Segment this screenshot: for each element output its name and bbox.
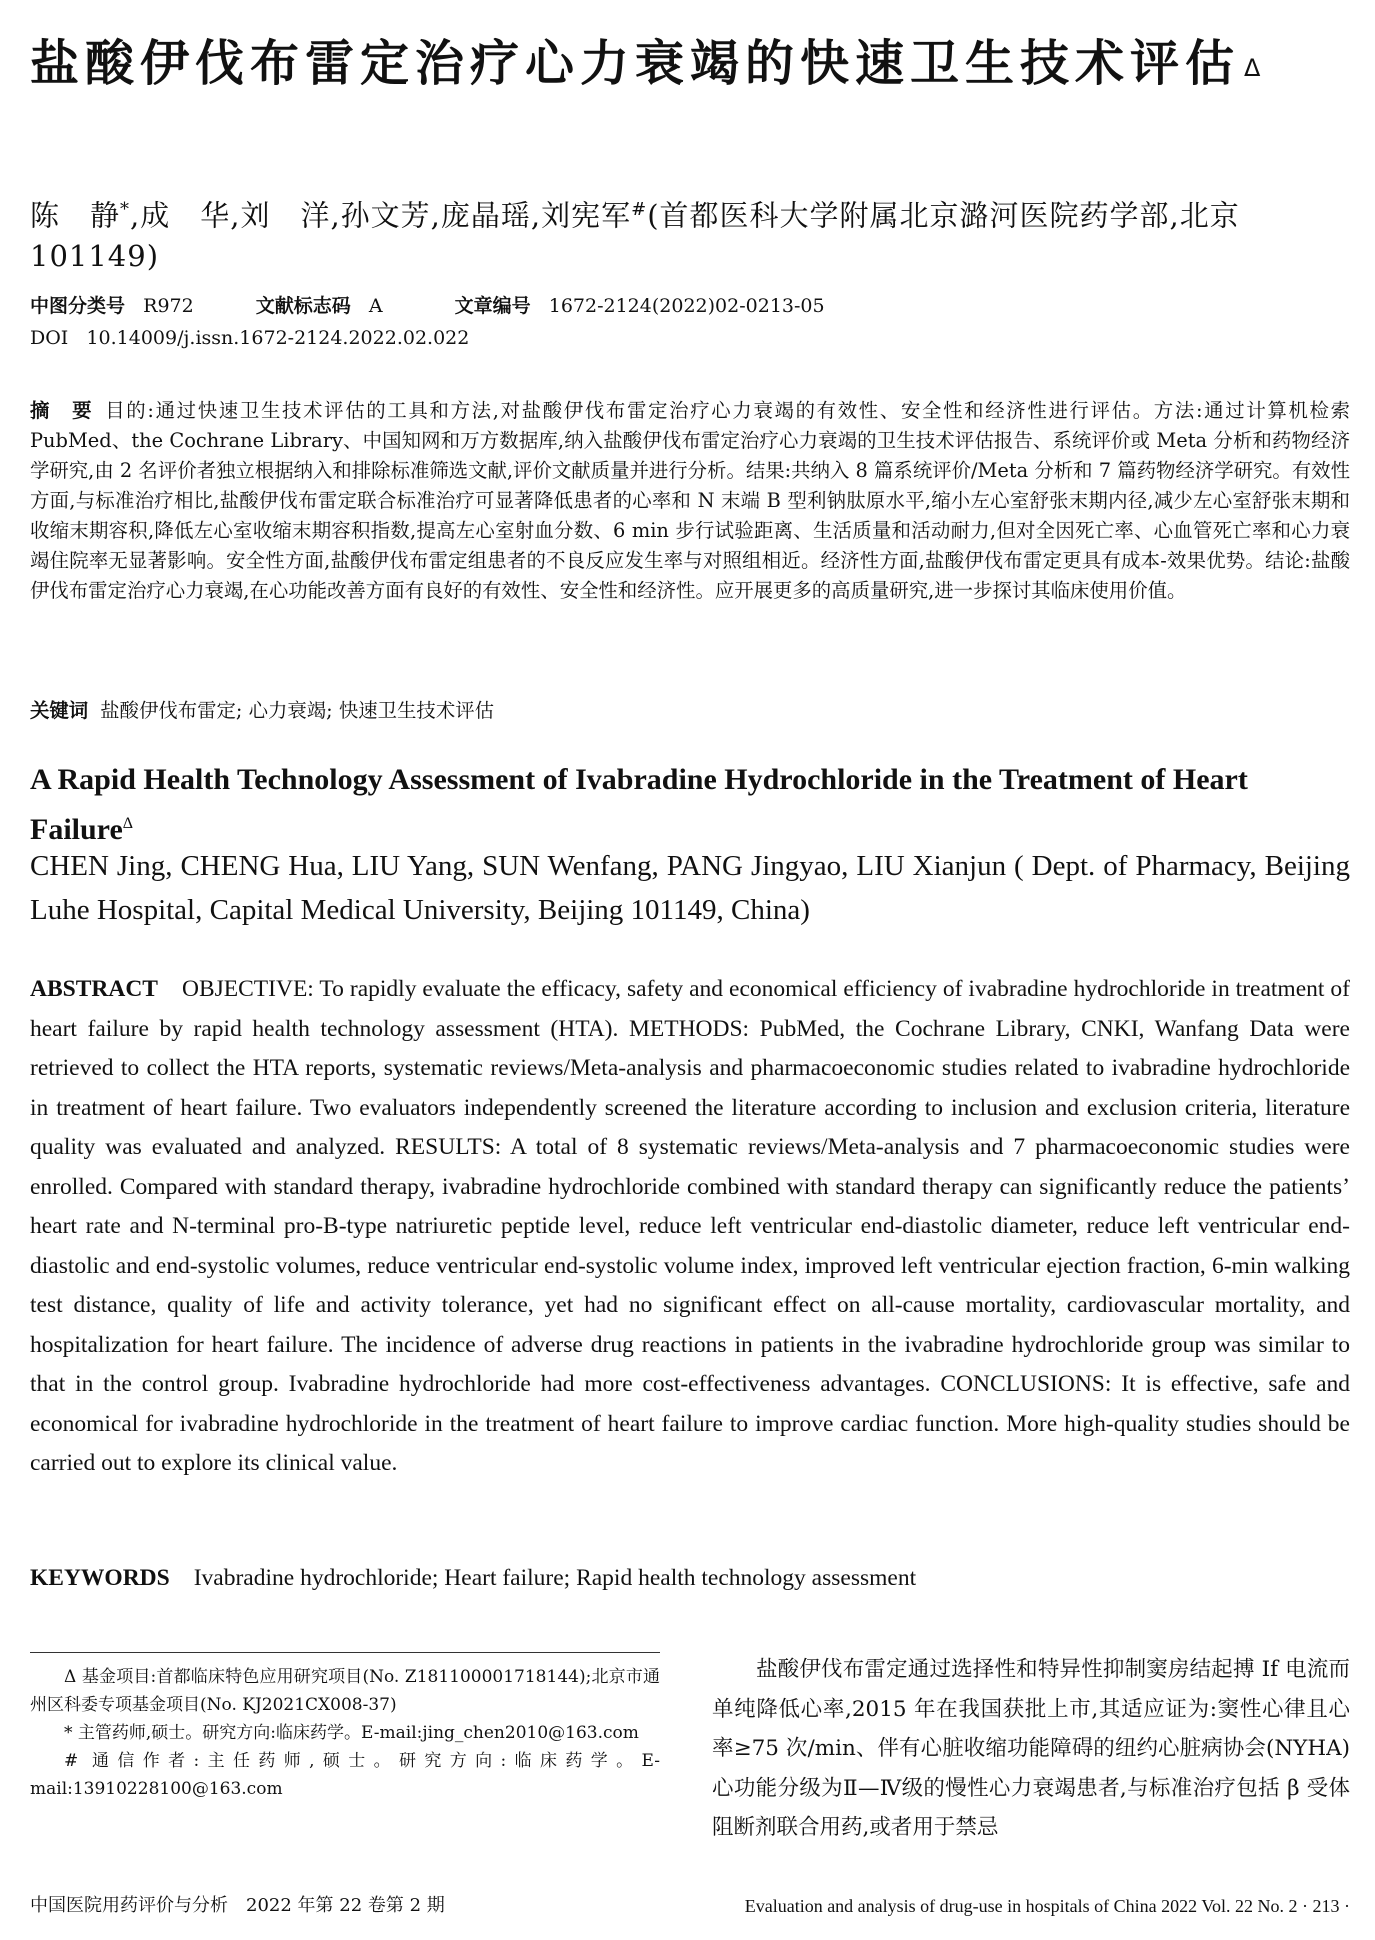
- doi-label: DOI: [30, 327, 69, 349]
- paper-title-cn: [30, 28, 1350, 100]
- keywords-cn-text: 盐酸伊伐布雷定; 心力衰竭; 快速卫生技术评估: [100, 699, 494, 722]
- doc-code-value: A: [368, 295, 383, 317]
- doc-code-label: 文献标志码: [255, 295, 351, 317]
- footnotes: [30, 1663, 660, 1803]
- footnote-first-author: * 主管药师,硕士。研究方向:临床药学。E-mail:jing_chen2010@163.com: [64, 1723, 639, 1743]
- abstract-en-text: OBJECTIVE: To rapidly evaluate the efficacy, safety and economical efficiency of ivabradine hydrochloride in treatment of heart failure by rapid health technology assessment (HTA). METHODS: PubMed, the Cochrane Library, CNKI, Wanfang Data were retrieved to collect the HTA reports, systematic reviews/Meta-analysis and pharmacoeconomic studies related to ivabradine hydrochloride in treatment of heart failure. Two evaluators independently screened the literature according to inclusion and exclusion criteria, literature quality was evaluated and analyzed. RESULTS: A total of 8 systematic reviews/Meta-analysis and 7 pharmacoeconomic studies were enrolled. Compared with standard therapy, ivabradine hydrochloride combined with standard therapy can significantly reduce the patients’ heart rate and N-terminal pro-B-type natriuretic peptide level, reduce left ventricular end-diastolic diameter, reduce left ventricular end-diastolic and end-systolic volumes, reduce ventricular end-systolic volume index, improved left ventricular ejection fraction, 6-min walking test distance, quality of life and activity tolerance, yet had no significant effect on all-cause mortality, cardiovascular mortality, and hospitalization for heart failure. The incidence of adverse drug reactions in patients in the ivabradine hydrochloride group was similar to that in the control group. Ivabradine hydrochloride had more cost-effectiveness advantages. CONCLUSIONS: It is effective, safe and economical for ivabradine hydrochloride in the treatment of heart failure to improve cardiac function. More high-quality studies should be carried out to explore its clinical value.: [30, 976, 1350, 1476]
- doi-value[interactable]: 10.14009/j.issn.1672-2124.2022.02.022: [86, 327, 470, 349]
- keywords-cn-label: 关键词: [30, 699, 89, 722]
- author-rest: ,成 华,刘 洋,孙文芳,庞晶瑶,刘宪军: [130, 198, 632, 233]
- keywords-en: [30, 1560, 1350, 1596]
- clc-value: R972: [143, 295, 194, 317]
- article-no-label: 文章编号: [454, 295, 531, 317]
- author-mark-hash: #: [631, 199, 648, 220]
- paper-title-cn-text: 盐酸伊伐布雷定治疗心力衰竭的快速卫生技术评估: [30, 35, 1241, 92]
- journal-footer-en: Evaluation and analysis of drug-use in hospitals of China 2022 Vol. 22 No. 2 · 213 ·: [744, 1896, 1350, 1916]
- journal-footer-cn: 中国医院用药评价与分析 2022 年第 22 卷第 2 期: [30, 1895, 445, 1916]
- funding-mark-en: Δ: [122, 815, 134, 832]
- paper-title-en: [30, 758, 1350, 852]
- footnote-funding: Δ 基金项目:首都临床特色应用研究项目(No. Z181100001718144);北京市通州区科委专项基金项目(No. KJ2021CX008-37): [30, 1667, 660, 1715]
- keywords-cn: [30, 696, 1350, 726]
- affiliation-cn: (首都医科大学附属北京潞河医院药学部,北京 101149): [30, 198, 1270, 273]
- footnote-corresponding-author: # 通信作者:主任药师,硕士。研究方向:临床药学。E-mail:13910228100@163.com: [30, 1751, 660, 1799]
- author-first: 陈 静: [30, 198, 121, 233]
- abstract-cn: [30, 396, 1350, 606]
- clc-label: 中图分类号: [30, 295, 126, 317]
- abstract-cn-text: 目的:通过快速卫生技术评估的工具和方法,对盐酸伊伐布雷定治疗心力衰竭的有效性、安全性和经济性进行评估。方法:通过计算机检索 PubMed、the Cochrane Library、中国知网和万方数据库,纳入盐酸伊伐布雷定治疗心力衰竭的卫生技术评估报告、系统评价或 Meta 分析和药物经济学研究,由 2 名评价者独立根据纳入和排除标准筛选文献,评价文献质量并进行分析。结果:共纳入 8 篇系统评价/Meta 分析和 7 篇药物经济学研究。有效性方面,与标准治疗相比,盐酸伊伐布雷定联合标准治疗可显著降低患者的心率和 N 末端 B 型利钠肽原水平,缩小左心室舒张末期内径,减少左心室舒张末期和收缩末期容积,降低左心室收缩末期容积指数,提高左心室射血分数、6 min 步行试验距离、生活质量和活动耐力,但对全因死亡率、心血管死亡率和心力衰竭住院率无显著影响。安全性方面,盐酸伊伐布雷定组患者的不良反应发生率与对照组相近。经济性方面,盐酸伊伐布雷定更具有成本-效果优势。结论:盐酸伊伐布雷定治疗心力衰竭,在心功能改善方面有良好的有效性、安全性和经济性。应开展更多的高质量研究,进一步探讨其临床使用价值。: [30, 399, 1350, 602]
- authors-en: CHEN Jing, CHENG Hua, LIU Yang, SUN Wenfang, PANG Jingyao, LIU Xianjun ( Dept. of Pharmacy, Beijing Luhe Hospital, Capital Medical University, Beijing 101149, China): [30, 850, 1350, 926]
- keywords-en-label: KEYWORDS: [30, 1565, 170, 1591]
- paper-title-en-text: A Rapid Health Technology Assessment of Ivabradine Hydrochloride in the Treatment of Heart Failure: [30, 763, 1248, 846]
- footnote-divider: [30, 1652, 660, 1653]
- classification-line: [30, 292, 825, 320]
- authors-cn: [30, 190, 1350, 276]
- body-paragraph: 盐酸伊伐布雷定通过选择性和特异性抑制窦房结起搏 If 电流而单纯降低心率,2015 年在我国获批上市,其适应证为:窦性心律且心率≥75 次/min、伴有心脏收缩功能障碍的纽约心脏病协会(NYHA)心功能分级为Ⅱ—Ⅳ级的慢性心力衰竭患者,与标准治疗包括 β 受体阻断剂联合用药,或者用于禁忌: [712, 1657, 1350, 1840]
- body-text-column: [712, 1650, 1350, 1848]
- doi-line: [30, 324, 469, 352]
- keywords-en-text: Ivabradine hydrochloride; Heart failure; Rapid health technology assessment: [193, 1565, 917, 1591]
- funding-mark: Δ: [1244, 54, 1261, 82]
- abstract-en: [30, 970, 1350, 1484]
- author-mark-star: *: [120, 199, 131, 220]
- abstract-cn-label: 摘 要: [30, 399, 94, 422]
- abstract-en-label: ABSTRACT: [30, 976, 158, 1002]
- article-no-value: 1672-2124(2022)02-0213-05: [548, 295, 825, 317]
